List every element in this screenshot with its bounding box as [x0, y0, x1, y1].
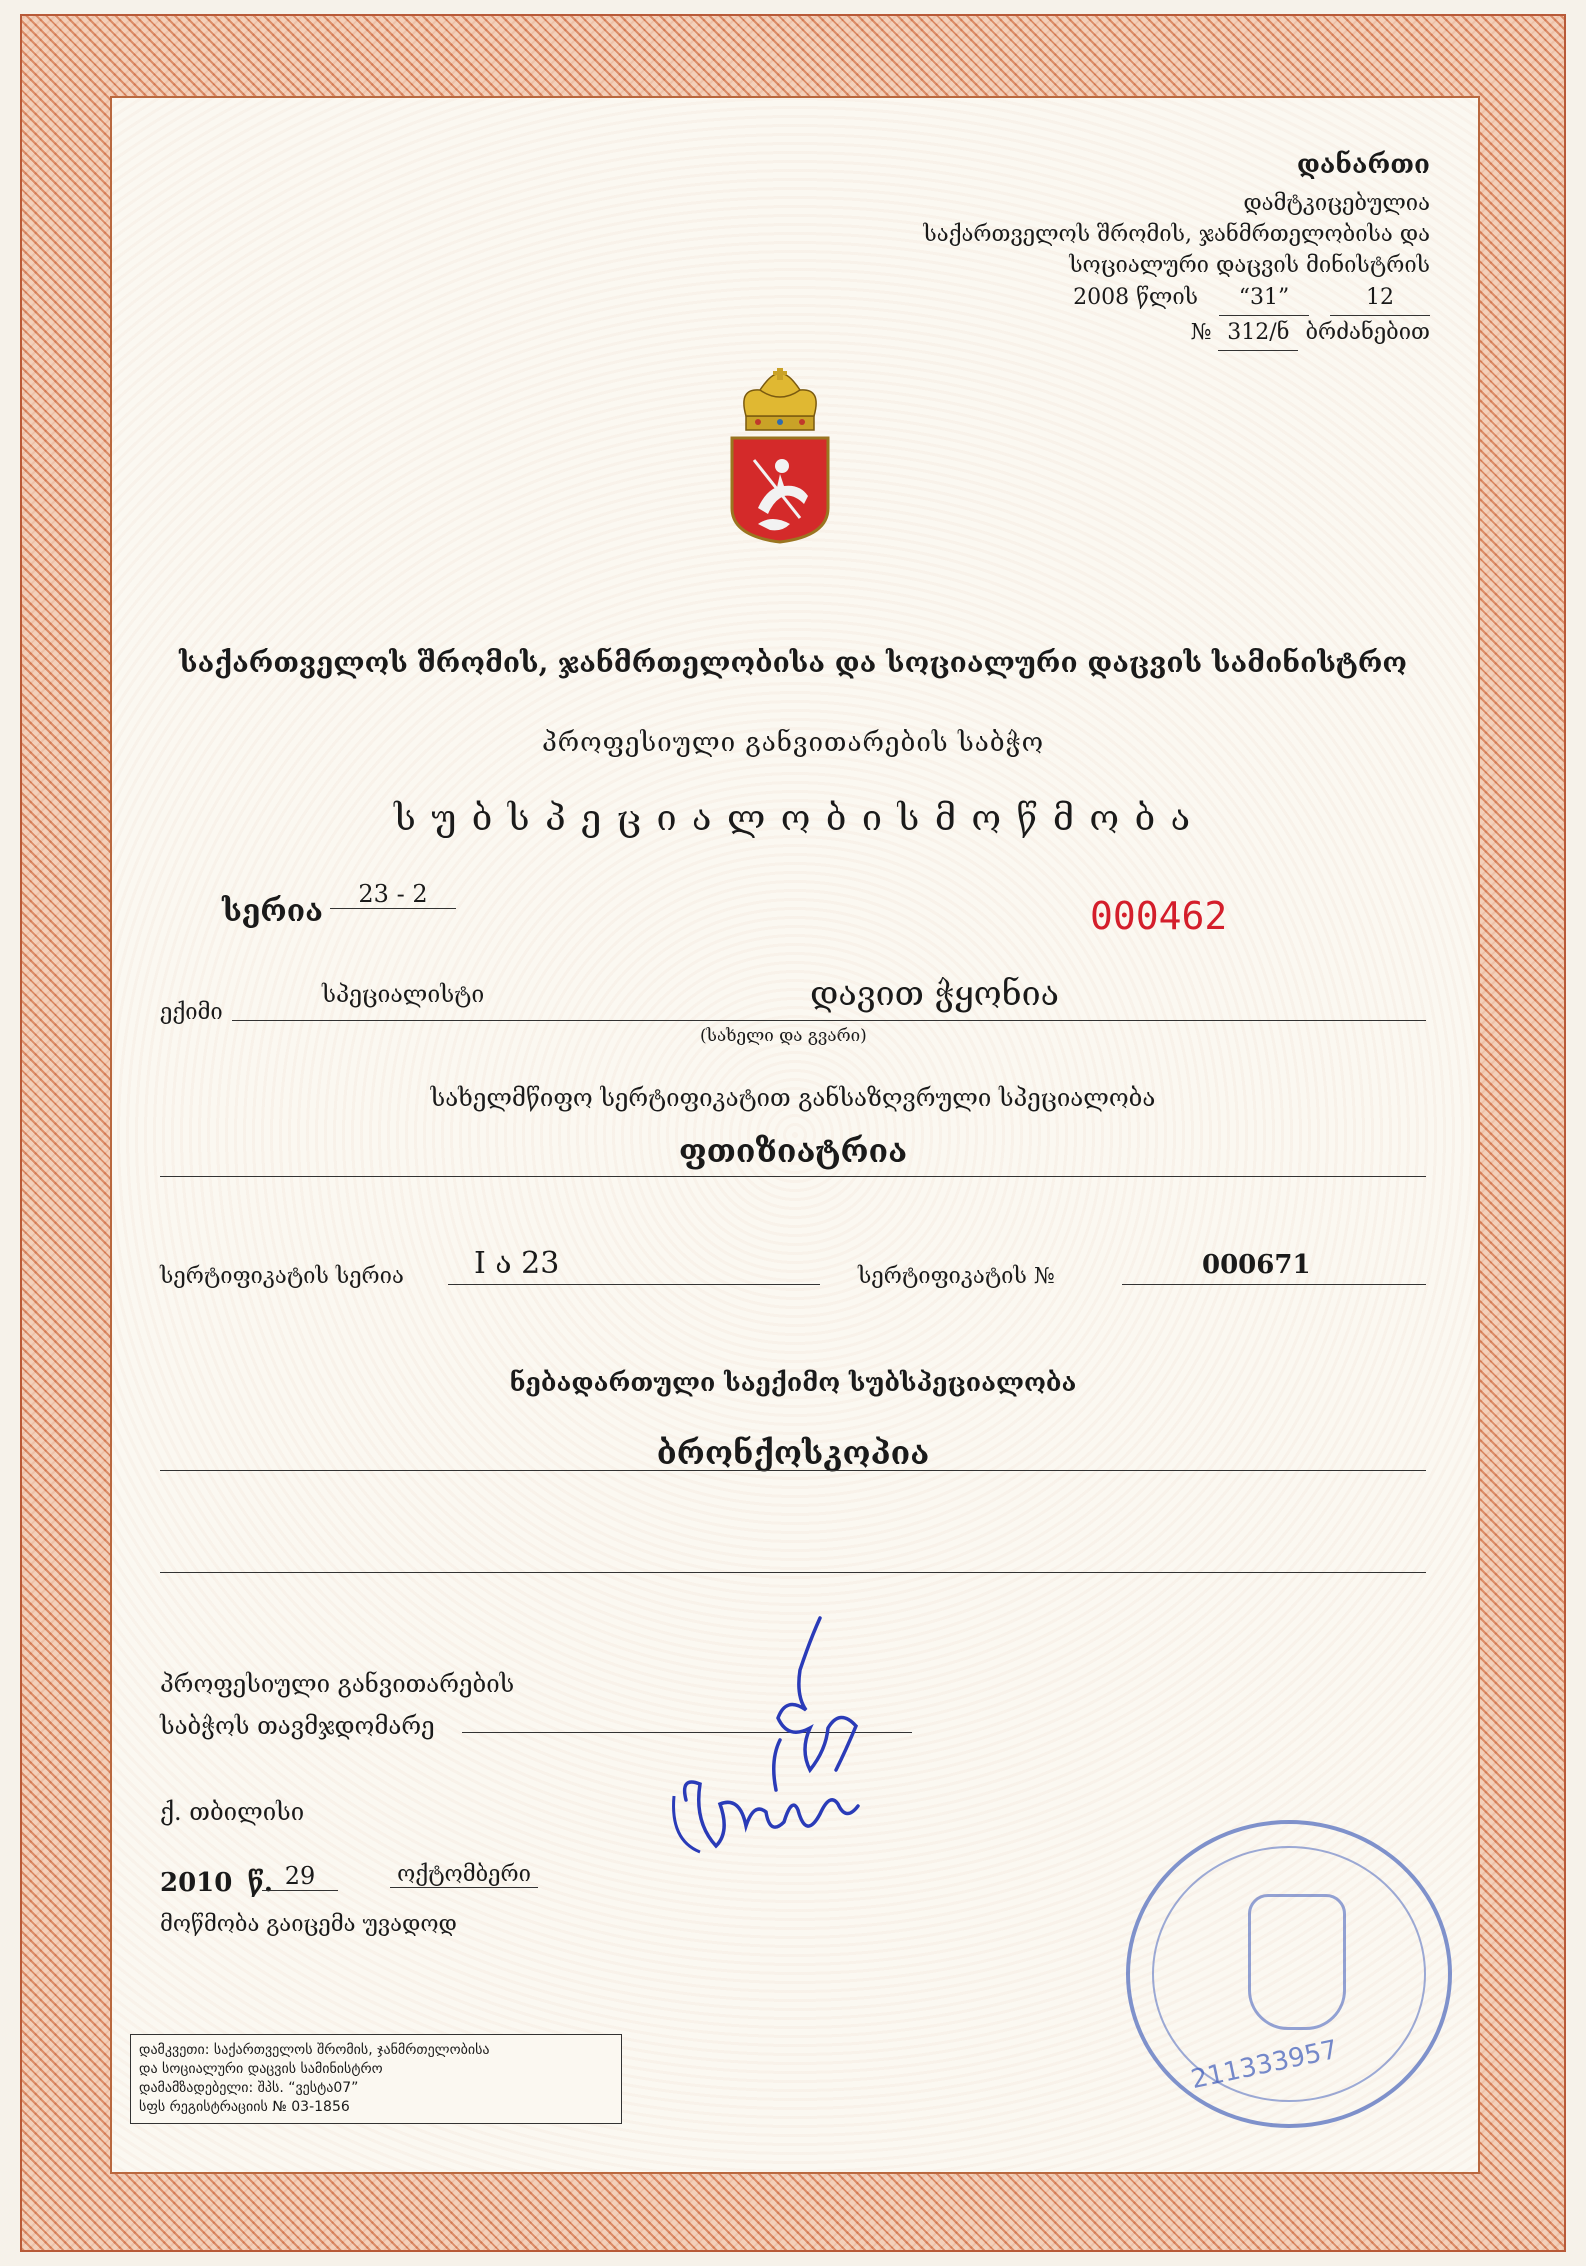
chair-title-line: საბჭოს თავმჯდომარე: [160, 1712, 435, 1740]
doctor-underline: [232, 1020, 1426, 1021]
subspecialty-label: ნებადართული საექიმო სუბსპეციალობა: [509, 1368, 1077, 1397]
printer-info-line: დამამზადებელი: შპს. “ვესტა07”: [139, 2080, 359, 2096]
doctor-name-caption: (სახელი და გვარი): [700, 1026, 867, 1046]
stamp-emblem-icon: [1248, 1894, 1346, 2030]
subspecialty-value: ბრონქოსკოპია: [656, 1434, 930, 1472]
annex-order: [800, 316, 1430, 351]
specialty-label: სახელმწიფო სერტიფიკატით განსაზღვრული სპეციალობა: [430, 1084, 1156, 1112]
signature-icon: [660, 1600, 920, 1860]
document-title: ს უ ბ ს პ ე ც ი ა ლ ო ბ ი ს მ ო წ მ ო ბ ა: [393, 798, 1193, 839]
city: ქ. თბილისი: [160, 1798, 305, 1826]
annex-month: 12: [1330, 281, 1430, 316]
validity-note: მოწმობა გაიცემა უვადოდ: [160, 1912, 457, 1937]
issue-month: ოქტომბერი: [390, 1862, 538, 1888]
official-stamp: [1126, 1820, 1452, 2128]
subspecialty-underline: [160, 1470, 1426, 1471]
certificate-number-underline: [1122, 1284, 1426, 1285]
shield-icon: [732, 438, 828, 542]
issue-year: 2010: [160, 1868, 233, 1898]
annex-date: [800, 281, 1430, 316]
certificate-series-label: სერტიფიკატის სერია: [160, 1264, 404, 1289]
doctor-label: ექიმი: [160, 1000, 223, 1025]
certificate-number-value: 000671: [1202, 1250, 1311, 1280]
issue-year-suffix: წ.: [247, 1868, 273, 1898]
printer-info-box: [130, 2034, 622, 2124]
annex-line: დამტკიცებულია: [1243, 191, 1430, 216]
crown-icon: [744, 368, 816, 430]
printer-info-line: და სოციალური დაცვის სამინისტრო: [139, 2061, 383, 2077]
printer-info-line: სფს რეგისტრაციის № 03-1856: [139, 2099, 350, 2115]
stamp-number: 211333957: [1188, 2034, 1341, 2096]
certificate-number-label: სერტიფიკატის №: [858, 1264, 1055, 1289]
series-label: სერია: [222, 894, 323, 929]
georgia-coat-of-arms-icon: [728, 368, 832, 544]
serial-number: 000462: [1090, 894, 1228, 938]
annex-order-number: 312/ნ: [1218, 316, 1298, 351]
series-value: 23 - 2: [330, 880, 456, 909]
issue-date: [160, 1868, 273, 1898]
certificate-series-underline: [448, 1284, 820, 1285]
annex-line: საქართველოს შრომის, ჯანმრთელობისა და: [923, 222, 1430, 247]
annex-year: 2008: [1073, 285, 1130, 310]
specialty-value: ფთიზიატრია: [678, 1132, 908, 1170]
council-title: პროფესიული განვითარების საბჭო: [541, 728, 1045, 758]
annex-title: დანართი: [1296, 150, 1430, 180]
ministry-title: საქართველოს შრომის, ჯანმრთელობისა და სოციალური დაცვის სამინისტრო: [179, 646, 1407, 679]
annex-number-symbol: №: [1190, 320, 1212, 345]
annex-day: “31”: [1219, 281, 1309, 316]
annex-block: [800, 150, 1430, 351]
certificate-series-value: I ა 23: [474, 1246, 560, 1281]
doctor-name: დავით ჭყონია: [810, 974, 1060, 1014]
printer-info-line: დამკვეთი: საქართველოს შრომის, ჯანმრთელობისა: [139, 2042, 490, 2058]
doctor-specialist: სპეციალისტი: [322, 982, 485, 1008]
issue-day: 29: [262, 1862, 338, 1891]
chair-title-line: პროფესიული განვითარების: [160, 1670, 515, 1698]
annex-year-word: წლის: [1136, 285, 1198, 310]
annex-line: სოციალური დაცვის მინისტრის: [1069, 253, 1430, 278]
specialty-underline: [160, 1176, 1426, 1177]
blank-line: [160, 1572, 1426, 1573]
annex-order-word: ბრძანებით: [1305, 320, 1430, 345]
